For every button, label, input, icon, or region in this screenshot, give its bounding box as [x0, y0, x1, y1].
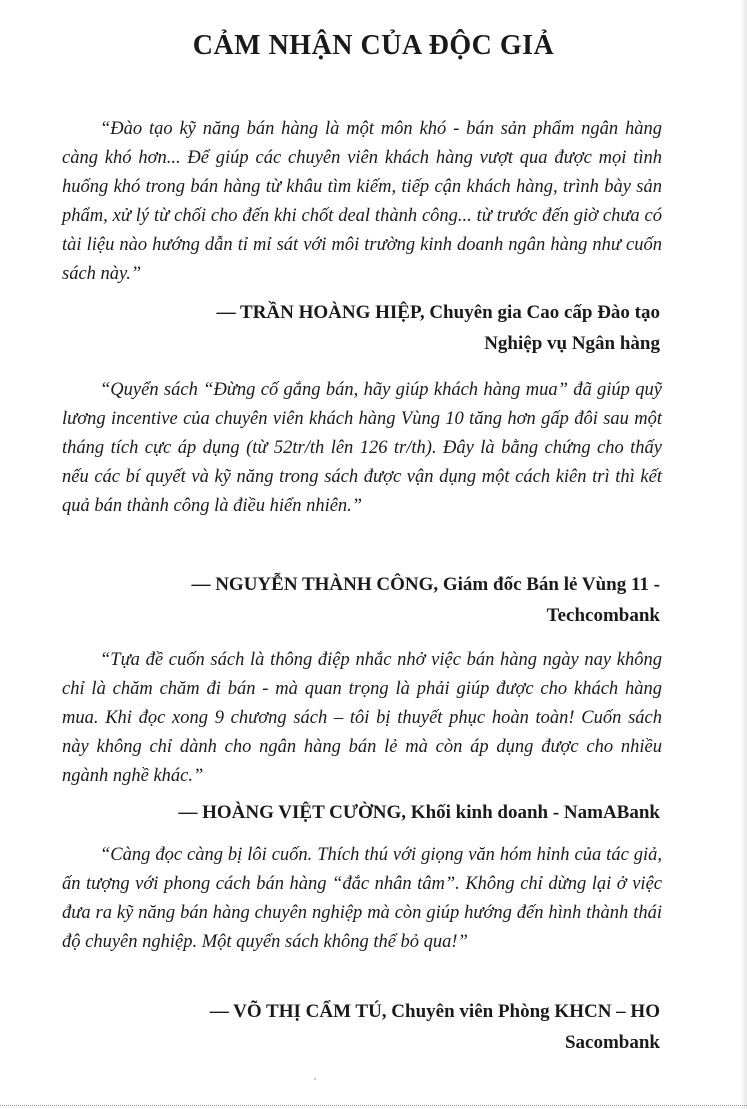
page-edge-shadow	[741, 0, 747, 1109]
attribution-line: Techcombank	[546, 605, 660, 626]
attribution-line: Nghiệp vụ Ngân hàng	[484, 333, 660, 354]
testimonial-quote-3: “Tựa đề cuốn sách là thông điệp nhắc nhở việc bán hàng ngày nay không chỉ là chăm chăm đi bán - mà quan trọng là phải giúp được cho khách hàng mua. Khi đọc xong 9 chương sách – tôi bị thuyết phục hoàn toàn! Cuốn sách này không chỉ dành cho ngân hàng bán lẻ mà còn áp dụng được cho nhiều ngành nghề khác.”	[62, 650, 662, 786]
attribution-line: — TRẦN HOÀNG HIỆP, Chuyên gia Cao cấp Đào tạo	[216, 302, 660, 323]
testimonial-attribution-3	[62, 797, 660, 828]
page-bottom-edge	[0, 1105, 747, 1107]
attribution-line: — HOÀNG VIỆT CƯỜNG, Khối kinh doanh - NamABank	[178, 802, 660, 823]
testimonial-attribution-4	[62, 996, 660, 1058]
attribution-line: Sacombank	[564, 1032, 660, 1053]
testimonial-quote-2: “Quyển sách “Đừng cố gắng bán, hãy giúp khách hàng mua” đã giúp quỹ lương incentive của chuyên viên khách hàng Vùng 10 tăng hơn gấp đôi sau một tháng tích cực áp dụng (từ 52tr/th lên 126 tr/th). Đây là bằng chứng cho thấy nếu các bí quyết và kỹ năng trong sách được vận dụng một cách kiên trì thì kết quả bán thành công là điều hiển nhiên.”	[62, 380, 662, 516]
scan-speck	[314, 1078, 316, 1080]
testimonial-quote-4: “Càng đọc càng bị lôi cuốn. Thích thú với giọng văn hóm hỉnh của tác giả, ấn tượng với phong cách bán hàng “đắc nhân tâm”. Không chỉ dừng lại ở việc đưa ra kỹ năng bán hàng chuyên nghiệp mà còn giúp hướng đến hình thành thái độ chuyên nghiệp. Một quyển sách không thể bỏ qua!”	[62, 845, 662, 952]
attribution-line: — VÕ THỊ CẨM TÚ, Chuyên viên Phòng KHCN – HO	[209, 1001, 660, 1022]
testimonial-quote-1: “Đào tạo kỹ năng bán hàng là một môn khó - bán sản phẩm ngân hàng càng khó hơn... Để giúp các chuyên viên khách hàng vượt qua được mọi tình huống khó trong bán hàng từ khâu tìm kiếm, tiếp cận khách hàng, trình bày sản phẩm, xử lý từ chối cho đến khi chốt deal thành công... từ trước đến giờ chưa có tài liệu nào hướng dẫn tỉ mỉ sát với môi trường kinh doanh ngân hàng như cuốn sách này.”	[62, 119, 662, 284]
page-title: CẢM NHẬN CỦA ĐỘC GIẢ	[192, 30, 555, 61]
testimonial-attribution-1	[62, 297, 660, 359]
testimonial-attribution-2	[62, 569, 660, 631]
attribution-line: — NGUYỄN THÀNH CÔNG, Giám đốc Bán lẻ Vùng 11 -	[191, 574, 660, 595]
